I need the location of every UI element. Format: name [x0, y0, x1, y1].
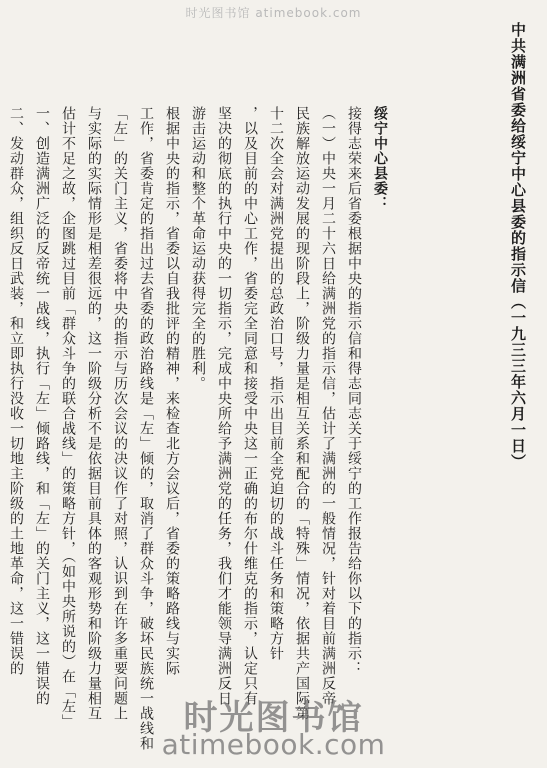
- body-column-13: 一、创造满洲广泛的反帝统一战线，执行「左」倾路线，和「左」的关门主义，这一错误的: [34, 106, 50, 706]
- watermark-top: 时光图书馆 atimebook.com: [185, 6, 362, 20]
- document-title: 中共满洲省委给绥宁中心县委的指示信（一九三三年六月一日）: [509, 22, 527, 470]
- body-column-1: 接得志荣来后省委根据中央的指示信和得志同志关于绥宁的工作报告给你以下的指示：: [346, 106, 362, 676]
- body-column-7: 游击运动和整个革命运动获得完全的胜利。: [190, 106, 206, 391]
- body-column-2: （一）中央一月二十六日给满洲党的指示信，估计了满洲的一般情况，针对着目前满洲反帝: [320, 106, 336, 706]
- body-column-10: 「左」的关门主义，省委将中央的指示与历次会议的决议作了对照，认识到在许多重要问题上: [112, 106, 128, 721]
- body-column-12: 估计不足之故，企图跳过目前「群众斗争的联合战线」的策略方针，（如中央所说的）在「左」: [60, 106, 76, 729]
- body-column-11: 与实际的实际情形是相差很远的，这一阶级分析不是依据目前具体的客观形势和阶级力量相互: [86, 106, 102, 721]
- body-column-4: 十二次全会对满洲党提出的总政治口号，指示出目前全党迫切的战斗任务和策略方针: [268, 106, 284, 661]
- body-column-14: 二、发动群众，组织反日武装，和立即执行没收一切地主阶级的土地革命，这一错误的: [8, 106, 24, 676]
- body-column-5: ，以及目前的中心工作，省委完全同意和接受中央这一正确的布尔什维克的指示，认定只有: [242, 106, 258, 706]
- body-column-9: 工作，省委肯定的指出过去省委的政治路线是「左」倾的，取消了群众斗争，破坏民族统一战线和: [138, 106, 154, 751]
- body-column-8: 根据中央的指示，省委以自我批评的精神，来检查北方会议后，省委的策略路线与实际: [164, 106, 180, 676]
- body-column-6: 坚决的彻底的执行中央的一切指示，完成中央所给予满洲党的任务，我们才能领导满洲反日: [216, 106, 232, 706]
- body-column-3: 民族解放运动发展的现阶段上，阶级力量是相互关系和配合的「特殊」情况，依据共产国际第: [294, 106, 310, 721]
- document-salutation: 绥宁中心县委：: [372, 106, 388, 211]
- watermark-bottom-cn: 时光图书馆: [183, 698, 364, 738]
- watermark-bottom-en: atimebook.com: [161, 728, 386, 761]
